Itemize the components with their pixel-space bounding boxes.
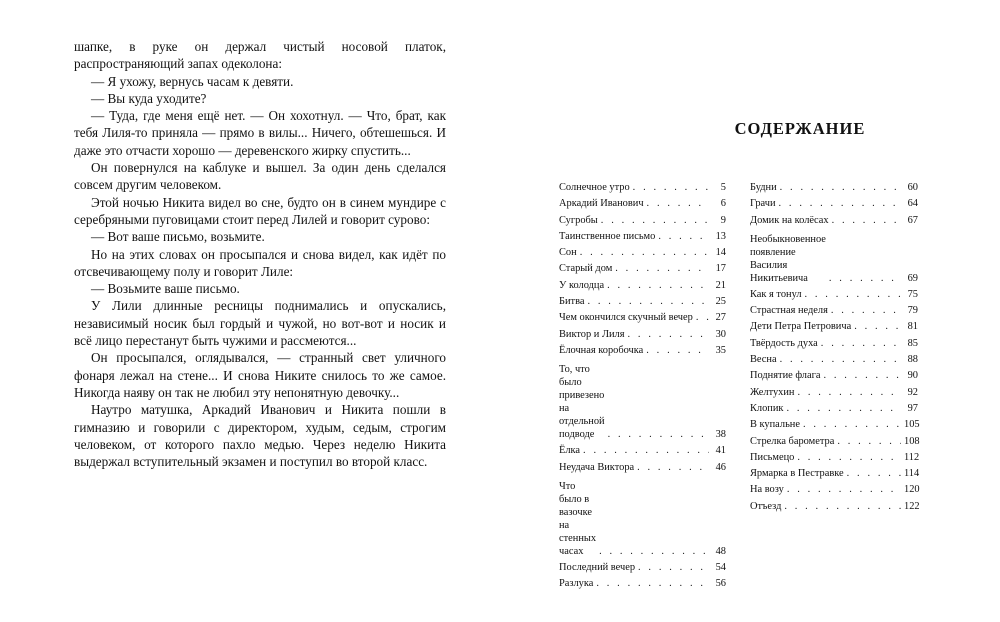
toc-page-number: 120 (904, 484, 920, 496)
toc-page-number: 105 (904, 419, 920, 431)
toc-page-number: 14 (715, 247, 726, 259)
toc-page-number: 112 (904, 451, 920, 463)
toc-dot-leader (829, 272, 901, 285)
toc-entry (750, 197, 918, 210)
toc-dot-leader (803, 418, 901, 431)
toc-dot-leader (637, 461, 709, 474)
toc-dot-leader (780, 353, 901, 366)
toc-entry (559, 344, 726, 357)
toc-dot-leader (638, 561, 709, 574)
toc-entry (559, 197, 726, 210)
toc-dot-leader (607, 279, 709, 292)
toc-entry (750, 418, 918, 431)
toc-entry-title-line1: То, что было привезено (559, 363, 605, 401)
toc-page-number: 46 (715, 461, 726, 473)
paragraph: У Лили длинные ресницы поднимались и опускались, независимый носик был гордый и чужой, но вот-вот и носик и всё лицо перестанут быть чужими и рассмеются... (74, 298, 446, 349)
toc-entry-title: Страстная неделя (750, 305, 828, 317)
toc-page-number: 56 (715, 578, 726, 590)
toc-entry (559, 181, 726, 194)
toc-page-number: 88 (907, 354, 918, 366)
toc-page-number: 41 (715, 445, 726, 457)
toc-entry-title: Домик на колёсах (750, 214, 829, 226)
toc-entry-title: Весна (750, 354, 777, 366)
toc-dot-leader (583, 444, 709, 457)
toc-entry (559, 480, 726, 558)
toc-entry-title: Письмецо (750, 451, 795, 463)
toc-page-number: 97 (907, 402, 918, 414)
toc-dot-leader (823, 369, 901, 382)
toc-page-number: 48 (715, 545, 726, 557)
toc-entry-title: Неудача Виктора (559, 461, 635, 473)
toc-page-number: 38 (715, 428, 726, 440)
toc-page-number: 9 (720, 214, 726, 226)
toc-entry-title: Битва (559, 296, 585, 308)
toc-page-number: 108 (904, 435, 920, 447)
toc-page-number: 25 (715, 296, 726, 308)
toc-dot-leader (608, 428, 709, 441)
paragraph: Он просыпался, оглядывался, — странный свет уличного фонаря лежал на стене... И снова Никите снилось то же самое. Никогда наяву он так не любил эту непонятную девочку... (74, 350, 446, 400)
toc-dot-leader (696, 311, 709, 324)
toc-dot-leader (784, 500, 901, 513)
toc-dot-leader (797, 451, 901, 464)
paragraph: — Туда, где меня ещё нет. — Он хохотнул. — Что, брат, как тебя Лиля-то приняла — прямо в вилы... Ничего, обтешешься. И даже это отчасти хорошо — деревенского жирку спустить... (74, 108, 446, 158)
toc-dot-leader (847, 467, 901, 480)
toc-entry-title: Стрелка барометра (750, 435, 835, 447)
toc-entry-title: Будни (750, 182, 777, 193)
paragraph: — Возьмите ваше письмо. (91, 281, 240, 297)
toc-page-number: 17 (715, 263, 726, 275)
toc-entry-title-line1: Необыкновенное появление (750, 233, 826, 258)
toc-entry-title: Клопик (750, 402, 784, 414)
toc-entry-title: Грачи (750, 198, 776, 210)
paragraph: — Вы куда уходите? (91, 90, 207, 106)
toc-entry-title: Поднятие флага (750, 370, 821, 382)
toc-entry-title: Как я тонул (750, 288, 802, 300)
toc-entry-title (750, 233, 826, 285)
toc-entry-title: Солнечное утро (559, 182, 630, 193)
toc-entry (559, 577, 726, 590)
toc-entry-title: Сугробы (559, 214, 598, 226)
toc-dot-leader (821, 337, 901, 350)
toc-entry-title: Последний вечер (559, 561, 636, 573)
toc-entry-title (559, 363, 605, 441)
paragraph: Он повернулся на каблуке и вышел. За один день сделался совсем другим человеком. (74, 160, 446, 193)
toc-page-number: 122 (904, 500, 920, 512)
paragraph: Этой ночью Никита видел во сне, будто он в синем мундире с серебряными пуговицами стоит перед Лилей и говорит сурово: (74, 194, 446, 227)
toc-entry-title: Сон (559, 247, 577, 259)
toc-dot-leader (780, 181, 901, 194)
toc-entry (750, 369, 918, 382)
toc-page-number: 30 (715, 328, 726, 340)
paragraph: Но на этих словах он просыпался и снова видел, как идёт по отсвечивающему полу и говорит Лиле: (74, 246, 446, 279)
toc-entry (559, 561, 726, 574)
toc-entry-title: У колодца (559, 279, 605, 291)
toc-entry (750, 402, 918, 415)
toc-entry (750, 353, 918, 366)
toc-entry (750, 386, 918, 399)
toc-page-number: 13 (715, 230, 726, 242)
toc-dot-leader (798, 386, 902, 399)
toc-entry (559, 328, 726, 341)
toc-dot-leader (615, 262, 709, 275)
toc-entry-title: Ёлка (559, 445, 581, 457)
toc-page-number: 54 (715, 561, 726, 573)
toc-dot-leader (633, 181, 709, 194)
toc-entry (559, 363, 726, 441)
toc-dot-leader (854, 320, 901, 333)
toc-entry (750, 320, 918, 333)
toc-page-number: 6 (720, 198, 726, 210)
toc-page-number: 69 (907, 272, 918, 284)
toc-entry (559, 262, 726, 275)
toc-page-number: 64 (907, 198, 918, 210)
toc-entry-title (559, 480, 596, 558)
toc-entry (750, 467, 918, 480)
toc-entry-title-line2: на стенных часах (559, 519, 597, 557)
toc-entry-title: В купальне (750, 419, 800, 431)
toc-entry-title: Ёлочная коробочка (559, 344, 644, 356)
toc-entry-title: Старый дом (559, 263, 613, 275)
toc-entry-title: Желтухин (750, 386, 795, 398)
toc-dot-leader (601, 214, 709, 227)
toc-page-number: 35 (715, 344, 726, 356)
toc-entry (559, 214, 726, 227)
toc-entry-title-line1: Что было в вазочке (559, 480, 592, 518)
toc-dot-leader (786, 402, 901, 415)
toc-entry-title-line2: на отдельной подводе (559, 402, 605, 440)
story-text (74, 38, 446, 470)
toc-dot-leader (837, 435, 901, 448)
toc-entry (559, 279, 726, 292)
toc-page-number: 21 (715, 279, 726, 291)
toc-dot-leader (596, 577, 709, 590)
toc-page-number: 67 (907, 214, 918, 226)
toc-page-number: 85 (907, 337, 918, 349)
toc-entry (750, 451, 918, 464)
toc-page-number: 60 (907, 182, 918, 193)
toc-column-right (750, 181, 918, 516)
toc-entry-title: Таинственное письмо (559, 230, 656, 242)
paragraph: — Вот ваше письмо, возьмите. (91, 229, 265, 245)
toc-entry (750, 214, 918, 227)
toc-entry-title: Чем окончился скучный вечер (559, 312, 693, 324)
toc-page-number: 79 (907, 305, 918, 317)
toc-entry (559, 230, 726, 243)
toc-entry-title-line2: Василия Никитьевича (750, 259, 808, 284)
right-page (500, 0, 1000, 622)
toc-entry-title: Дети Петра Петровича (750, 321, 852, 333)
toc-dot-leader (646, 344, 709, 357)
toc-entry (750, 181, 918, 194)
toc-entry (750, 233, 918, 285)
toc-dot-leader (599, 545, 709, 558)
toc-dot-leader (779, 197, 901, 210)
toc-entry (750, 435, 918, 448)
toc-entry (559, 295, 726, 308)
toc-page-number: 92 (907, 386, 918, 398)
toc-entry (750, 304, 918, 317)
paragraph: шапке, в руке он держал чистый носовой платок, распространяющий запах одеколона: (74, 39, 446, 72)
paragraph: Наутро матушка, Аркадий Иванович и Никита пошли в гимназию и говорили с директором, худым, седым, строгим человеком, от которого пахло медью. Через неделю Никита выдержал вступительный экзамен и поступил во второй класс. (74, 402, 446, 470)
toc-page-number: 81 (907, 321, 918, 333)
toc-title: СОДЕРЖАНИЕ (734, 119, 866, 138)
toc-entry-title: На возу (750, 484, 784, 496)
toc-entry-title: Разлука (559, 578, 594, 590)
toc-entry (559, 461, 726, 474)
toc-page-number: 114 (904, 468, 920, 480)
toc-dot-leader (787, 483, 901, 496)
toc-entry (750, 500, 918, 513)
toc-entry (750, 483, 918, 496)
toc-entry-title: Твёрдость духа (750, 337, 818, 349)
toc-entry-title: Аркадий Иванович (559, 198, 644, 210)
paragraph: — Я ухожу, вернусь часам к девяти. (91, 73, 294, 89)
toc-dot-leader (580, 246, 709, 259)
toc-dot-leader (587, 295, 709, 308)
toc-entry (750, 288, 918, 301)
toc-entry-title: Отъезд (750, 500, 782, 512)
toc-page-number: 27 (715, 312, 726, 324)
toc-entry (559, 311, 726, 324)
toc-dot-leader (658, 230, 709, 243)
toc-entry (559, 246, 726, 259)
toc-page-number: 90 (907, 370, 918, 382)
toc-dot-leader (832, 214, 901, 227)
toc-dot-leader (805, 288, 901, 301)
toc-entry-title: Виктор и Лиля (559, 328, 625, 340)
toc-entry-title: Ярмарка в Пестравке (750, 468, 844, 480)
toc-page-number: 75 (907, 288, 918, 300)
toc-dot-leader (647, 197, 709, 210)
toc-dot-leader (628, 328, 709, 341)
toc-page-number: 5 (720, 182, 726, 193)
toc-column-left (559, 181, 726, 593)
toc-entry (750, 337, 918, 350)
toc-heading (680, 119, 920, 139)
toc-entry (559, 444, 726, 457)
toc-dot-leader (831, 304, 901, 317)
